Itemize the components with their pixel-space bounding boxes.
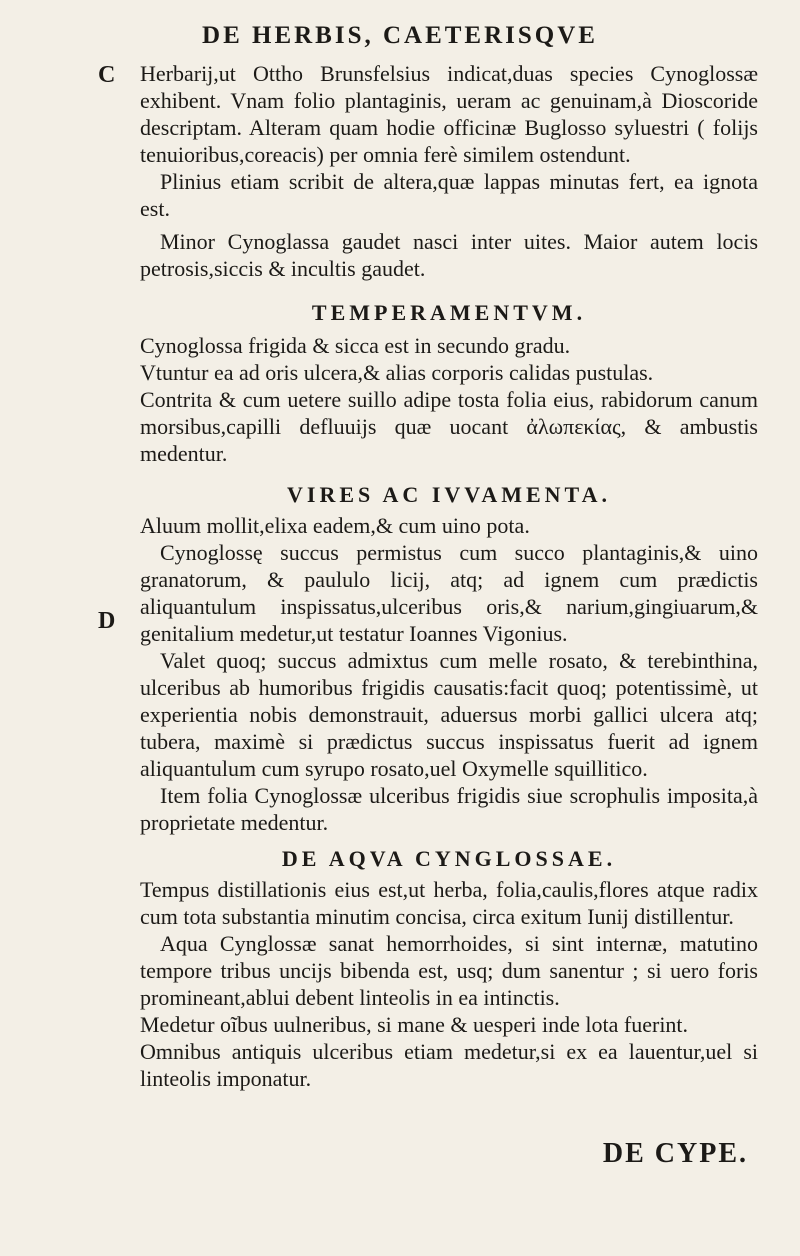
paragraph: Cynoglossę succus permistus cum succo plantaginis,& uino granatorum, & paululo licij, atq; ad ignem cum prædictis aliquantulum inspissatus,ulceribus oris,& narium,gingiuarum,& genitalium medetur,ut testatur Ioannes Vigonius.: [140, 540, 758, 646]
paragraph: Aqua Cynglossæ sanat hemorrhoides, si sint internæ, matutino tempore tribus uncijs bibenda est, usq; dum sanentur ; si uero foris promineant,ablui debent linteolis in ea intinctis.: [140, 931, 758, 1010]
catchword: DE CYPE.: [602, 1138, 748, 1169]
paragraph: Item folia Cynoglossæ ulceribus frigidis siue scrophulis imposita,à proprietate medentur.: [140, 783, 758, 835]
distilled-water-section: [140, 876, 758, 1092]
temperament-section: [140, 332, 758, 467]
paragraph: Plinius etiam scribit de altera,quæ lappas minutas fert, ea ignota est.: [140, 169, 758, 221]
paragraph: Omnibus antiquis ulceribus etiam medetur,si ex ea lauentur,uel si linteolis imponatur.: [140, 1039, 758, 1091]
running-head: DE HERBIS, CAETERISQVE: [202, 22, 598, 49]
description-section: [140, 60, 758, 282]
margin-letter-c: C: [98, 62, 116, 88]
paragraph: Minor Cynoglassa gaudet nasci inter uites. Maior autem locis petrosis,siccis & incultis gaudet.: [140, 229, 758, 281]
section-heading-aqua: DE AQVA CYNGLOSSAE.: [281, 846, 617, 871]
paragraph: Vtuntur ea ad oris ulcera,& alias corporis calidas pustulas.: [140, 360, 654, 385]
paragraph: Tempus distillationis eius est,ut herba, folia,caulis,flores atque radix cum tota substantia minutim concisa, circa exitum Iunij distillentur.: [140, 877, 758, 929]
paragraph: Cynoglossa frigida & sicca est in secundo gradu.: [140, 333, 571, 358]
paragraph: Aluum mollit,elixa eadem,& cum uino pota.: [140, 513, 530, 538]
virtues-section: [140, 512, 758, 836]
paragraph: Contrita & cum uetere suillo adipe tosta folia eius, rabidorum canum morsibus,capilli defluuijs quæ uocant ἀλωπεκίας, & ambustis medentur.: [140, 387, 758, 466]
margin-letter-d: D: [98, 608, 116, 634]
section-heading-temperamentum: TEMPERAMENTVM.: [311, 300, 587, 325]
paragraph: Medetur oĩbus uulneribus, si mane & uesperi inde lota fuerint.: [140, 1012, 689, 1037]
paragraph: Valet quoq; succus admixtus cum melle rosato, & terebinthina, ulceribus ab humoribus frigidis causatis:facit quoq; potentissimè, ut experientia nobis demonstrauit, aduersus morbi gallici ulcera atq; tubera, maximè si prædictus succus inspissatus fuerit ad ignem aliquantulum cum syrupo rosato,uel Oxymelle squillitico.: [140, 648, 758, 781]
paragraph: Herbarij,ut Ottho Brunsfelsius indicat,duas species Cynoglossæ exhibent. Vnam folio plantaginis, ueram ac genuinam,à Dioscoride descriptam. Alteram quam hodie officinæ Buglosso syluestri ( folijs tenuioribus,coreacis) per omnia ferè similem ostendunt.: [140, 61, 758, 167]
section-heading-vires: VIRES AC IVVAMENTA.: [287, 482, 611, 507]
